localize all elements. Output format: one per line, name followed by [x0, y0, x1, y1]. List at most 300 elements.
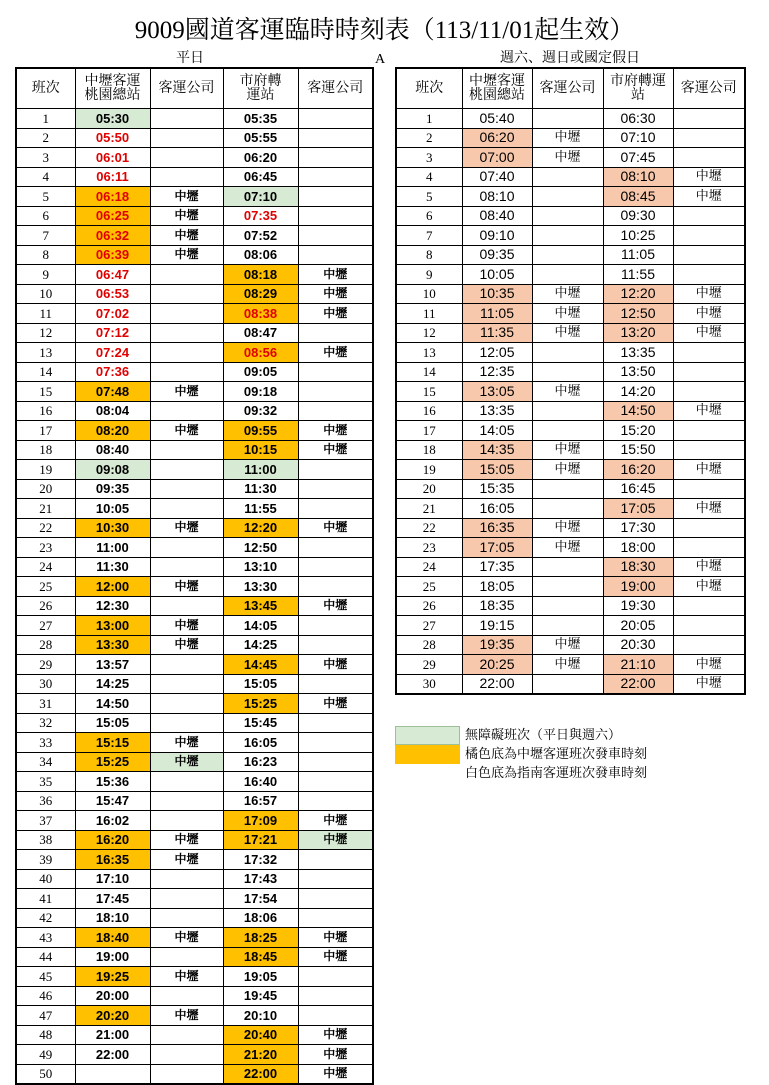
cell-city-time: 15:20: [603, 421, 673, 441]
table-row: [396, 304, 745, 324]
cell-city-company: [298, 908, 373, 928]
cell-city-time: 18:45: [223, 947, 298, 967]
cell-city-time: 18:00: [603, 538, 673, 558]
table-row: [396, 109, 745, 129]
cell-run-number: 25: [396, 577, 462, 597]
table-row: [396, 401, 745, 421]
table-row: [396, 460, 745, 480]
cell-run-number: 14: [16, 362, 75, 382]
cell-run-number: 26: [396, 596, 462, 616]
cell-run-number: 8: [396, 245, 462, 265]
cell-city-company: [298, 986, 373, 1006]
cell-city-company: [673, 382, 745, 402]
cell-run-number: 50: [16, 1064, 75, 1084]
table-header-row: [16, 68, 373, 109]
cell-terminal-time: 06:47: [75, 265, 150, 285]
cell-run-number: 29: [16, 655, 75, 675]
cell-terminal-time: 15:25: [75, 752, 150, 772]
cell-terminal-company: [150, 128, 223, 148]
cell-city-company: 中壢: [298, 304, 373, 324]
cell-terminal-time: 15:35: [462, 479, 532, 499]
table-row: [396, 674, 745, 694]
table-row: [16, 850, 373, 870]
schedule-title: 9009國道客運臨時時刻表（113/11/01起生效）: [134, 17, 635, 44]
cell-city-company: 中壢: [298, 284, 373, 304]
cell-city-time: 11:55: [603, 265, 673, 285]
cell-run-number: 19: [396, 460, 462, 480]
cell-terminal-time: 13:30: [75, 635, 150, 655]
cell-terminal-company: [150, 772, 223, 792]
cell-run-number: 10: [396, 284, 462, 304]
cell-terminal-company: [532, 421, 603, 441]
cell-city-time: 10:15: [223, 440, 298, 460]
cell-run-number: 2: [16, 128, 75, 148]
cell-terminal-company: [150, 1064, 223, 1084]
cell-city-time: 15:45: [223, 713, 298, 733]
cell-city-time: 08:56: [223, 343, 298, 363]
cell-terminal-company: [150, 362, 223, 382]
cell-terminal-time: 12:30: [75, 596, 150, 616]
table-row: [16, 928, 373, 948]
cell-run-number: 11: [396, 304, 462, 324]
cell-city-company: [673, 343, 745, 363]
table-row: [396, 499, 745, 519]
cell-terminal-time: 15:05: [462, 460, 532, 480]
cell-city-company: [298, 674, 373, 694]
table-row: [396, 206, 745, 226]
cell-city-company: 中壢: [298, 421, 373, 441]
cell-city-time: 09:32: [223, 401, 298, 421]
cell-city-company: 中壢: [298, 343, 373, 363]
cell-city-company: 中壢: [673, 674, 745, 694]
cell-city-company: [673, 109, 745, 129]
cell-city-time: 16:45: [603, 479, 673, 499]
cell-terminal-company: [150, 304, 223, 324]
cell-terminal-company: [150, 908, 223, 928]
cell-city-company: [673, 518, 745, 538]
cell-city-company: [298, 538, 373, 558]
cell-run-number: 10: [16, 284, 75, 304]
table-row: [16, 889, 373, 909]
cell-terminal-time: 06:01: [75, 148, 150, 168]
cell-terminal-company: 中壢: [150, 382, 223, 402]
cell-terminal-company: [150, 713, 223, 733]
cell-city-company: [298, 889, 373, 909]
cell-terminal-company: [150, 811, 223, 831]
cell-terminal-time: 22:00: [75, 1045, 150, 1065]
cell-city-time: 13:45: [223, 596, 298, 616]
cell-terminal-time: 06:53: [75, 284, 150, 304]
cell-city-time: 22:00: [223, 1064, 298, 1084]
cell-city-company: 中壢: [673, 284, 745, 304]
table-row: [396, 167, 745, 187]
cell-city-company: [298, 460, 373, 480]
cell-terminal-time: 18:35: [462, 596, 532, 616]
cell-city-company: [298, 557, 373, 577]
cell-run-number: 26: [16, 596, 75, 616]
cell-terminal-company: 中壢: [150, 1006, 223, 1026]
cell-run-number: 2: [396, 128, 462, 148]
table-row: [16, 284, 373, 304]
cell-terminal-time: 05:30: [75, 109, 150, 129]
cell-run-number: 27: [16, 616, 75, 636]
cell-terminal-time: 14:50: [75, 694, 150, 714]
table-row: [16, 752, 373, 772]
table-row: [16, 655, 373, 675]
cell-run-number: 6: [16, 206, 75, 226]
table-header-row: [396, 68, 745, 109]
weekend-caption: 週六、週日或國定假日: [500, 51, 640, 66]
cell-run-number: 28: [396, 635, 462, 655]
cell-city-time: 08:06: [223, 245, 298, 265]
cell-terminal-company: 中壢: [532, 323, 603, 343]
cell-city-company: [298, 245, 373, 265]
cell-terminal-time: 16:02: [75, 811, 150, 831]
cell-city-company: 中壢: [298, 694, 373, 714]
cell-city-company: [673, 596, 745, 616]
table-row: [16, 499, 373, 519]
cell-city-company: 中壢: [298, 655, 373, 675]
cell-terminal-company: 中壢: [532, 655, 603, 675]
table-row: [16, 713, 373, 733]
cell-run-number: 36: [16, 791, 75, 811]
cell-city-company: [298, 206, 373, 226]
cell-run-number: 48: [16, 1025, 75, 1045]
table-row: [396, 284, 745, 304]
cell-terminal-company: [532, 109, 603, 129]
cell-terminal-time: 05:50: [75, 128, 150, 148]
cell-city-company: [673, 538, 745, 558]
table-row: [396, 323, 745, 343]
cell-terminal-company: 中壢: [150, 245, 223, 265]
cell-run-number: 21: [396, 499, 462, 519]
cell-terminal-company: 中壢: [150, 967, 223, 987]
cell-city-time: 08:18: [223, 265, 298, 285]
cell-run-number: 22: [396, 518, 462, 538]
cell-city-time: 11:55: [223, 499, 298, 519]
cell-run-number: 39: [16, 850, 75, 870]
cell-run-number: 19: [16, 460, 75, 480]
cell-city-time: 05:55: [223, 128, 298, 148]
cell-terminal-company: [150, 655, 223, 675]
cell-run-number: 29: [396, 655, 462, 675]
legend-text: 橘色底為中壢客運班次發車時刻: [465, 747, 648, 762]
table-row: [16, 791, 373, 811]
cell-city-time: 19:30: [603, 596, 673, 616]
cell-run-number: 34: [16, 752, 75, 772]
cell-city-company: [298, 167, 373, 187]
cell-run-number: 4: [396, 167, 462, 187]
cell-terminal-company: [150, 889, 223, 909]
cell-city-company: [298, 401, 373, 421]
weekend-timetable: [395, 67, 746, 695]
cell-terminal-company: [150, 986, 223, 1006]
table-row: [396, 245, 745, 265]
cell-terminal-time: 15:36: [75, 772, 150, 792]
table-row: [16, 986, 373, 1006]
cell-run-number: 30: [16, 674, 75, 694]
header-bus-company: 客運公司: [532, 68, 603, 109]
cell-city-time: 09:55: [223, 421, 298, 441]
cell-city-time: 19:45: [223, 986, 298, 1006]
table-row: [396, 596, 745, 616]
table-row: [16, 479, 373, 499]
cell-city-time: 19:00: [603, 577, 673, 597]
cell-city-company: [673, 128, 745, 148]
cell-city-company: [298, 850, 373, 870]
cell-terminal-company: [150, 538, 223, 558]
table-row: [396, 343, 745, 363]
cell-terminal-company: [532, 596, 603, 616]
header-bus-company: 客運公司: [673, 68, 745, 109]
cell-terminal-company: [150, 557, 223, 577]
cell-terminal-company: 中壢: [150, 226, 223, 246]
table-row: [16, 830, 373, 850]
cell-terminal-company: 中壢: [532, 538, 603, 558]
cell-city-company: 中壢: [673, 460, 745, 480]
cell-terminal-company: [150, 791, 223, 811]
cell-run-number: 20: [396, 479, 462, 499]
cell-run-number: 9: [396, 265, 462, 285]
cell-terminal-time: 11:30: [75, 557, 150, 577]
cell-terminal-time: 09:35: [75, 479, 150, 499]
cell-run-number: 46: [16, 986, 75, 1006]
cell-city-time: 14:45: [223, 655, 298, 675]
cell-terminal-time: 06:39: [75, 245, 150, 265]
cell-city-company: 中壢: [673, 577, 745, 597]
cell-terminal-time: 14:05: [462, 421, 532, 441]
cell-terminal-company: 中壢: [532, 284, 603, 304]
cell-terminal-company: [150, 343, 223, 363]
cell-city-time: 07:45: [603, 148, 673, 168]
cell-terminal-company: [150, 596, 223, 616]
cell-city-time: 11:00: [223, 460, 298, 480]
table-row: [16, 421, 373, 441]
legend-swatch-orange: [395, 745, 460, 764]
table-row: [16, 616, 373, 636]
cell-terminal-company: 中壢: [150, 850, 223, 870]
table-row: [396, 538, 745, 558]
cell-run-number: 3: [16, 148, 75, 168]
cell-terminal-company: 中壢: [532, 635, 603, 655]
table-row: [16, 577, 373, 597]
weekday-caption: 平日: [176, 51, 204, 66]
header-zhongli-terminal: 中壢客運桃園總站: [75, 68, 150, 109]
cell-city-company: [298, 148, 373, 168]
table-row: [396, 226, 745, 246]
cell-city-company: [673, 206, 745, 226]
cell-terminal-company: [532, 362, 603, 382]
cell-city-company: [298, 635, 373, 655]
cell-run-number: 13: [396, 343, 462, 363]
cell-city-company: [298, 479, 373, 499]
cell-terminal-time: 14:35: [462, 440, 532, 460]
cell-terminal-time: 16:05: [462, 499, 532, 519]
cell-city-company: [298, 733, 373, 753]
cell-city-company: [298, 323, 373, 343]
cell-terminal-time: 08:04: [75, 401, 150, 421]
table-row: [16, 304, 373, 324]
table-row: [16, 947, 373, 967]
table-row: [16, 265, 373, 285]
cell-terminal-company: [150, 869, 223, 889]
table-row: [16, 557, 373, 577]
cell-terminal-company: [532, 479, 603, 499]
cell-terminal-time: 06:18: [75, 187, 150, 207]
cell-city-time: 11:05: [603, 245, 673, 265]
cell-terminal-time: 13:05: [462, 382, 532, 402]
cell-terminal-company: 中壢: [150, 421, 223, 441]
cell-terminal-time: 18:10: [75, 908, 150, 928]
table-row: [16, 245, 373, 265]
cell-terminal-time: 13:35: [462, 401, 532, 421]
cell-city-time: 08:45: [603, 187, 673, 207]
table-row: [396, 128, 745, 148]
cell-run-number: 23: [396, 538, 462, 558]
cell-terminal-time: 10:35: [462, 284, 532, 304]
table-row: [396, 148, 745, 168]
cell-terminal-time: 17:10: [75, 869, 150, 889]
cell-city-company: [298, 1006, 373, 1026]
cell-terminal-time: 09:08: [75, 460, 150, 480]
cell-terminal-company: [150, 265, 223, 285]
cell-city-company: [673, 479, 745, 499]
cell-run-number: 23: [16, 538, 75, 558]
cell-city-time: 12:20: [223, 518, 298, 538]
cell-terminal-company: [532, 616, 603, 636]
cell-terminal-time: 12:00: [75, 577, 150, 597]
table-row: [396, 635, 745, 655]
cell-city-company: 中壢: [673, 655, 745, 675]
cell-city-time: 16:23: [223, 752, 298, 772]
cell-run-number: 1: [16, 109, 75, 129]
cell-city-company: [298, 362, 373, 382]
header-city-hall-station: 市府轉運站: [223, 68, 298, 109]
cell-city-company: [673, 265, 745, 285]
cell-city-time: 14:20: [603, 382, 673, 402]
cell-city-company: [298, 791, 373, 811]
cell-terminal-company: 中壢: [532, 518, 603, 538]
cell-terminal-company: [150, 148, 223, 168]
cell-run-number: 47: [16, 1006, 75, 1026]
cell-terminal-time: 08:40: [75, 440, 150, 460]
cell-city-time: 14:50: [603, 401, 673, 421]
cell-city-company: 中壢: [673, 401, 745, 421]
cell-run-number: 20: [16, 479, 75, 499]
cell-run-number: 42: [16, 908, 75, 928]
table-row: [16, 674, 373, 694]
table-row: [396, 616, 745, 636]
cell-terminal-company: [532, 557, 603, 577]
cell-terminal-company: 中壢: [532, 440, 603, 460]
table-row: [16, 1025, 373, 1045]
cell-terminal-time: 16:35: [462, 518, 532, 538]
table-row: [16, 733, 373, 753]
table-row: [16, 206, 373, 226]
cell-city-time: 07:35: [223, 206, 298, 226]
cell-terminal-time: 09:35: [462, 245, 532, 265]
cell-run-number: 15: [396, 382, 462, 402]
cell-terminal-time: 13:57: [75, 655, 150, 675]
cell-city-time: 16:20: [603, 460, 673, 480]
cell-run-number: 7: [16, 226, 75, 246]
cell-run-number: 40: [16, 869, 75, 889]
cell-terminal-time: 18:40: [75, 928, 150, 948]
cell-terminal-time: 20:25: [462, 655, 532, 675]
cell-city-time: 07:10: [603, 128, 673, 148]
cell-terminal-time: 17:35: [462, 557, 532, 577]
cell-city-time: 14:05: [223, 616, 298, 636]
cell-terminal-company: 中壢: [150, 830, 223, 850]
cell-terminal-company: [532, 226, 603, 246]
cell-terminal-time: 07:40: [462, 167, 532, 187]
cell-terminal-company: [532, 265, 603, 285]
cell-run-number: 7: [396, 226, 462, 246]
cell-terminal-company: 中壢: [532, 128, 603, 148]
cell-city-company: 中壢: [298, 811, 373, 831]
cell-city-company: 中壢: [673, 499, 745, 519]
cell-run-number: 17: [396, 421, 462, 441]
header-zhongli-terminal: 中壢客運桃園總站: [462, 68, 532, 109]
cell-run-number: 41: [16, 889, 75, 909]
cell-city-company: 中壢: [298, 928, 373, 948]
cell-run-number: 45: [16, 967, 75, 987]
cell-city-company: [298, 577, 373, 597]
cell-city-time: 08:47: [223, 323, 298, 343]
cell-city-time: 07:10: [223, 187, 298, 207]
cell-run-number: 27: [396, 616, 462, 636]
table-row: [16, 323, 373, 343]
cell-city-company: 中壢: [673, 167, 745, 187]
cell-city-time: 18:30: [603, 557, 673, 577]
table-row: [396, 557, 745, 577]
cell-city-company: 中壢: [673, 557, 745, 577]
cell-terminal-time: 07:24: [75, 343, 150, 363]
table-row: [396, 655, 745, 675]
cell-terminal-company: [532, 167, 603, 187]
table-row: [16, 401, 373, 421]
cell-terminal-time: 07:36: [75, 362, 150, 382]
cell-run-number: 12: [396, 323, 462, 343]
cell-terminal-company: [150, 674, 223, 694]
legend-swatch-white: [395, 764, 460, 783]
cell-city-time: 17:54: [223, 889, 298, 909]
cell-city-time: 09:30: [603, 206, 673, 226]
cell-city-company: [298, 713, 373, 733]
cell-city-company: 中壢: [298, 265, 373, 285]
cell-run-number: 16: [16, 401, 75, 421]
cell-run-number: 43: [16, 928, 75, 948]
cell-city-time: 06:20: [223, 148, 298, 168]
cell-terminal-company: 中壢: [150, 577, 223, 597]
cell-terminal-time: 20:20: [75, 1006, 150, 1026]
cell-run-number: 35: [16, 772, 75, 792]
cell-terminal-time: 09:10: [462, 226, 532, 246]
cell-run-number: 14: [396, 362, 462, 382]
table-row: [396, 421, 745, 441]
table-row: [396, 518, 745, 538]
cell-terminal-company: [150, 460, 223, 480]
cell-city-time: 17:05: [603, 499, 673, 519]
cell-city-time: 17:43: [223, 869, 298, 889]
cell-city-company: 中壢: [298, 1064, 373, 1084]
cell-run-number: 30: [396, 674, 462, 694]
cell-city-time: 14:25: [223, 635, 298, 655]
cell-run-number: 9: [16, 265, 75, 285]
cell-terminal-company: [150, 479, 223, 499]
cell-city-time: 06:45: [223, 167, 298, 187]
cell-terminal-company: 中壢: [150, 635, 223, 655]
